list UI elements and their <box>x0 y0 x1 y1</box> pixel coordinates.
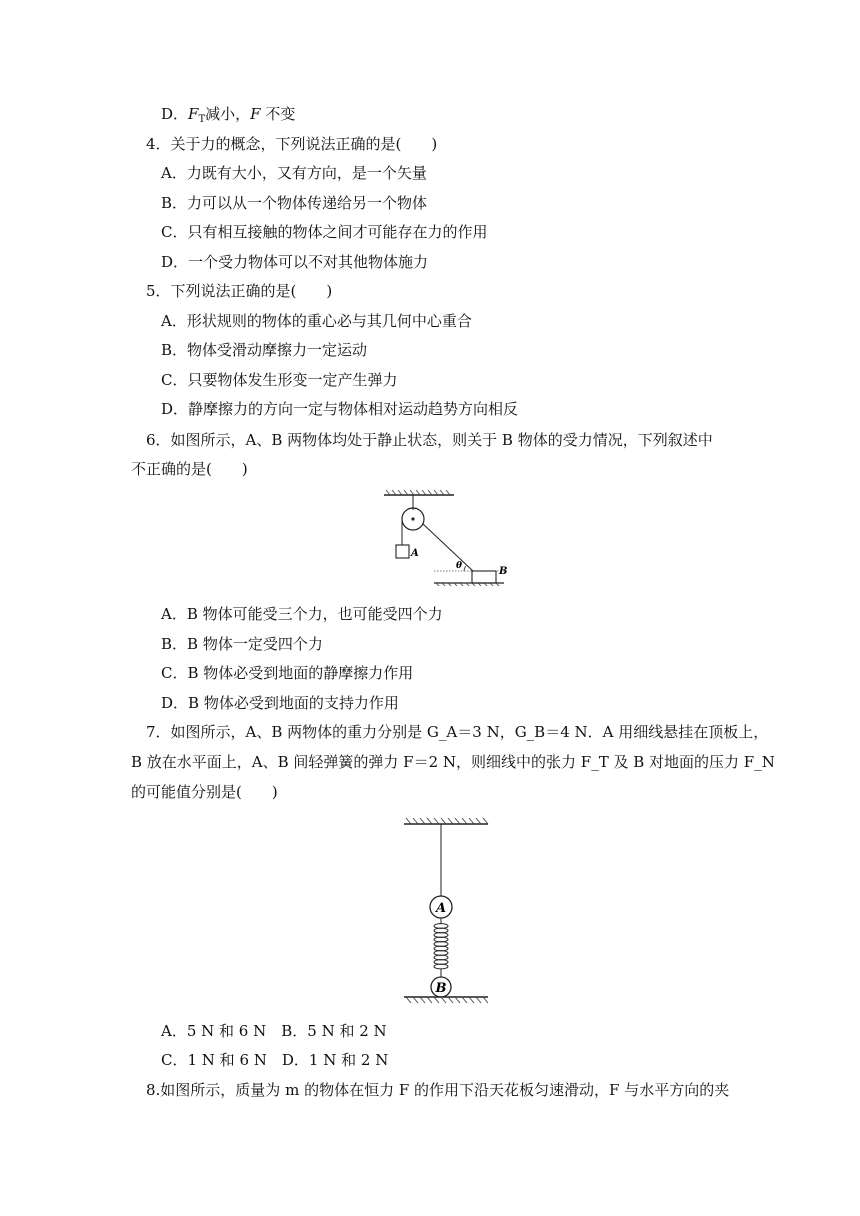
q6-stem-line1: 6．如图所示，A、B 两物体均处于静止状态，则关于 B 物体的受力情况，下列叙述中 <box>146 431 713 449</box>
q6-option-c: C．B 物体必受到地面的静摩擦力作用 <box>161 664 414 682</box>
q8-stem-line1: 8.如图所示，质量为 m 的物体在恒力 F 的作用下沿天花板匀速滑动，F 与水平方向的夹 <box>146 1081 730 1099</box>
q7-stem-line1: 7．如图所示，A、B 两物体的重力分别是 G_A＝3 N，G_B＝4 N．A 用细线悬挂在顶板上， <box>146 723 769 741</box>
q6-option-b: B．B 物体一定受四个力 <box>161 635 323 653</box>
q5-option-c: C．只要物体发生形变一定产生弹力 <box>161 371 398 389</box>
q5-option-b: B．物体受滑动摩擦力一定运动 <box>161 341 368 359</box>
svg-text:A: A <box>411 548 419 559</box>
q4-stem: 4．关于力的概念，下列说法正确的是( ) <box>146 135 438 153</box>
block-b <box>472 571 496 583</box>
svg-text:B: B <box>435 981 447 996</box>
svg-text:B: B <box>499 566 508 577</box>
q4-option-d: D．一个受力物体可以不对其他物体施力 <box>161 253 429 271</box>
q4-option-b: B．力可以从一个物体传递给另一个物体 <box>161 194 428 212</box>
q3-option-d: D．$F_T$减小，F 不变 <box>161 105 296 125</box>
q6-option-a: A．B 物体可能受三个力，也可能受四个力 <box>161 605 443 623</box>
q7-options-line2: C．1 N 和 6 N D．1 N 和 2 N <box>161 1051 389 1069</box>
q4-option-a: A．力既有大小，又有方向，是一个矢量 <box>161 164 427 182</box>
q6-option-d: D．B 物体必受到地面的支持力作用 <box>161 694 399 712</box>
svg-text:θ: θ <box>456 561 463 571</box>
pulley-diagram <box>378 488 518 586</box>
q5-option-a: A．形状规则的物体的重心必与其几何中心重合 <box>161 312 472 330</box>
q6-stem-line2: 不正确的是( ) <box>131 460 248 478</box>
q5-stem: 5．下列说法正确的是( ) <box>146 282 333 300</box>
block-a <box>396 545 409 558</box>
q7-stem-line3: 的可能值分别是( ) <box>131 783 278 801</box>
q4-option-c: C．只有相互接触的物体之间才可能存在力的作用 <box>161 223 488 241</box>
q5-option-d: D．静摩擦力的方向一定与物体相对运动趋势方向相反 <box>161 400 519 418</box>
spring-diagram <box>400 814 492 1010</box>
q7-options-line1: A．5 N 和 6 N B．5 N 和 2 N <box>161 1022 387 1040</box>
q7-stem-line2: B 放在水平面上，A、B 间轻弹簧的弹力 F＝2 N，则细线中的张力 F_T 及 B 对地面的压力 F_N <box>131 753 775 771</box>
spring <box>434 924 448 969</box>
svg-text:A: A <box>435 901 447 916</box>
